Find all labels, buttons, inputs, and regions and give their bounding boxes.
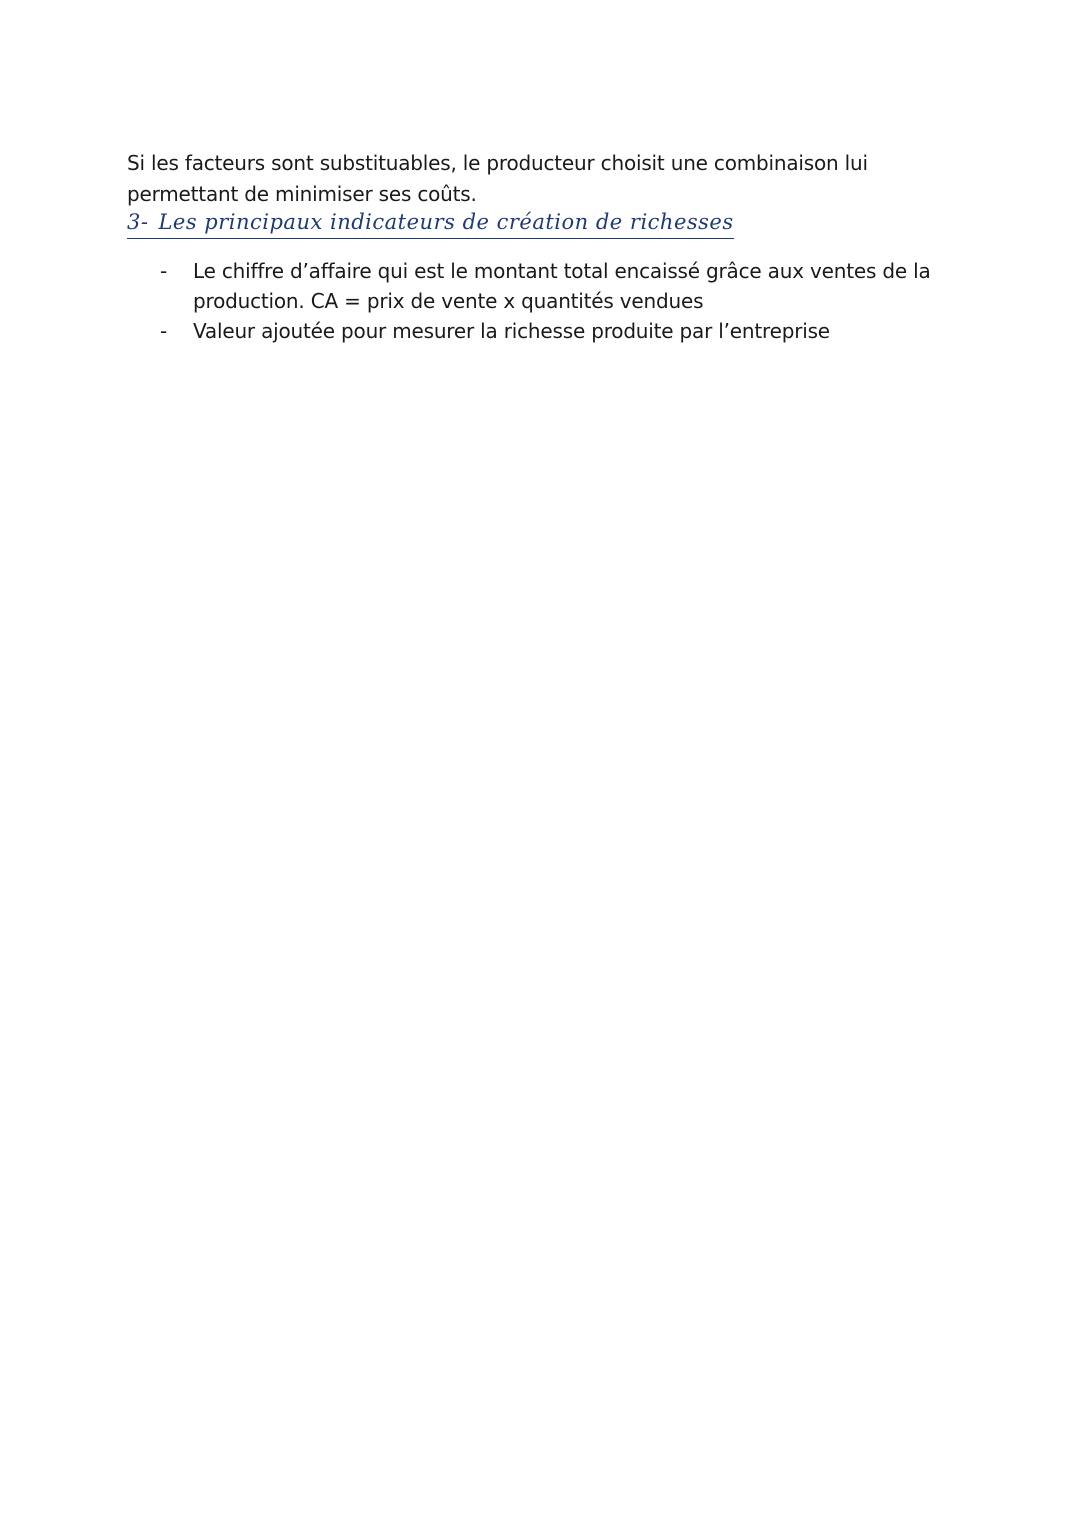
list-item [160, 316, 960, 346]
bullet-list [160, 256, 960, 346]
bullet-dash: - [160, 319, 168, 343]
list-item [160, 256, 960, 316]
section-title: Les principaux indicateurs de création de richesses [158, 210, 734, 234]
bullet-dash: - [160, 259, 168, 283]
intro-paragraph: Si les facteurs sont substituables, le producteur choisit une combinaison lui permettant de minimiser ses coûts. [127, 151, 868, 206]
section-number: 3- [127, 210, 149, 234]
list-item-text: Le chiffre d’affaire qui est le montant total encaissé grâce aux ventes de la production. CA = prix de vente x quantités vendues [193, 259, 931, 313]
section-heading [127, 207, 734, 239]
list-item-text: Valeur ajoutée pour mesurer la richesse produite par l’entreprise [193, 319, 830, 343]
